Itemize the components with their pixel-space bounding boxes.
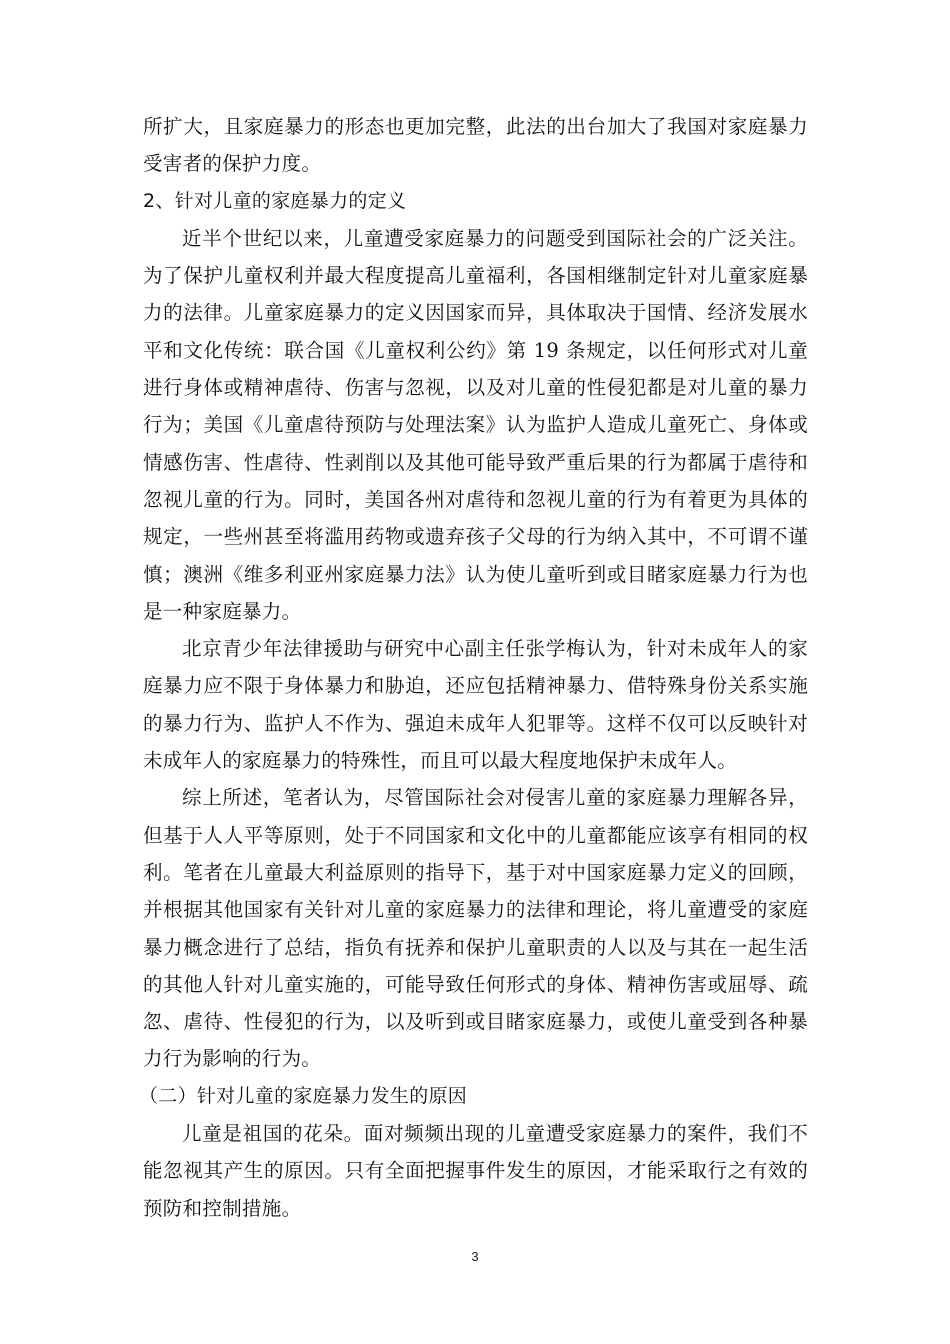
- page-number: 3: [471, 1249, 479, 1264]
- paragraph-expert-opinion: 北京青少年法律援助与研究中心副主任张学梅认为，针对未成年人的家庭暴力应不限于身体暴力和胁迫，还应包括精神暴力、借特殊身份关系实施的暴力行为、监护人不作为、强迫未成年人犯罪等。这样不仅可以反映针对未成年人的家庭暴力的特殊性，而且可以最大程度地保护未成年人。: [143, 637, 808, 773]
- paragraph-causes-intro: 儿童是祖国的花朵。面对频频出现的儿童遭受家庭暴力的案件，我们不能忽视其产生的原因。只有全面把握事件发生的原因，才能采取行之有效的预防和控制措施。: [143, 1122, 808, 1220]
- paragraph-continuation: 所扩大，且家庭暴力的形态也更加完整，此法的出台加大了我国对家庭暴力受害者的保护力度。: [143, 115, 808, 176]
- paragraph-international-definitions: 近半个世纪以来，儿童遭受家庭暴力的问题受到国际社会的广泛关注。 为了保护儿童权利并最大程度提高儿童福利，各国相继制定针对儿童家庭暴力的法律。儿童家庭暴力的定义因国家而异，具体取决于国情、经济发展水平和文化传统：联合国《儿童权利公约》第 19 条规定，以任何形式对儿童进行身体或精神虐待、伤害与忽视，以及对儿童的性侵犯都是对儿童的暴力行为；美国《儿童虐待预防与处理法案》认为监护人造成儿童死亡、身体或情感伤害、性虐待、性剥削以及其他可能导致严重后果的行为都属于虐待和忽视儿童的行为。同时，美国各州对虐待和忽视儿童的行为有着更为具体的规定，一些州甚至将滥用药物或遗弃孩子父母的行为纳入其中，不可谓不谨慎；澳洲《维多利亚州家庭暴力法》认为使儿童听到或目睹家庭暴力行为也是一种家庭暴力。: [143, 226, 808, 623]
- section-heading-causes: （二）针对儿童的家庭暴力发生的原因: [139, 1084, 468, 1107]
- section-heading-definition: 2、针对儿童的家庭暴力的定义: [143, 189, 407, 212]
- document-page: [139, 108, 808, 1227]
- paragraph-author-summary: 综上所述，笔者认为，尽管国际社会对侵害儿童的家庭暴力理解各异，但基于人人平等原则，处于不同国家和文化中的儿童都能应该享有相同的权利。笔者在儿童最大利益原则的指导下，基于对中国家庭暴力定义的回顾，并根据其他国家有关针对儿童的家庭暴力的法律和理论，将儿童遭受的家庭暴力概念进行了总结，指负有抚养和保护儿童职责的人以及与其在一起生活的其他人针对儿童实施的，可能导致任何形式的身体、精神伤害或屈辱、疏忽、虐待、性侵犯的行为，以及听到或目睹家庭暴力，或使儿童受到各种暴力行为影响的行为。: [143, 786, 808, 1071]
